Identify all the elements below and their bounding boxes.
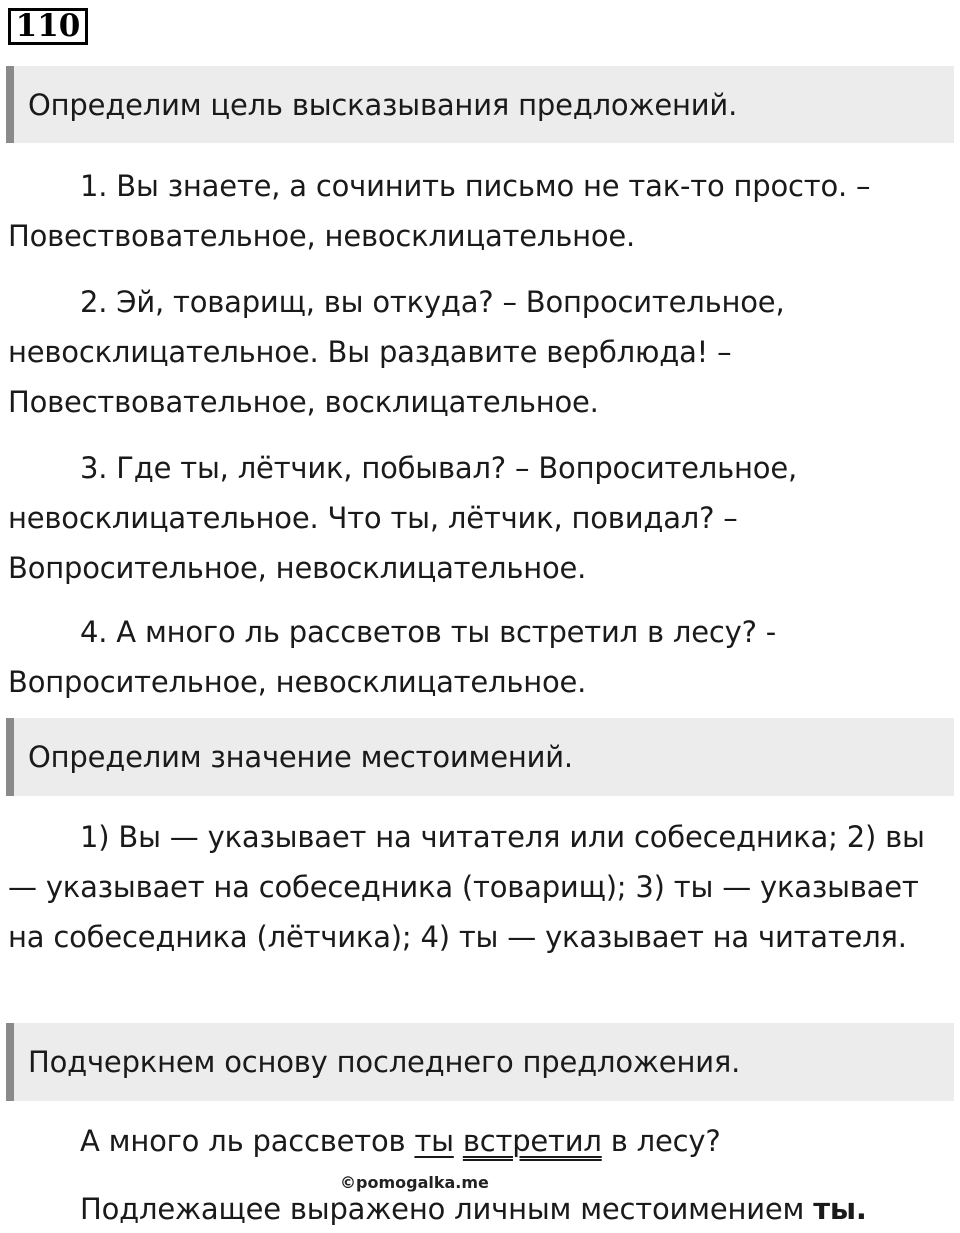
- answer-paragraph-4: 4. А много ль рассветов ты встретил в лесу? - Вопросительное, невосклицательное.: [8, 615, 777, 699]
- task-number: 110: [8, 8, 88, 45]
- sentence-before: А много ль рассветов: [80, 1124, 415, 1158]
- section-heading-purpose: [6, 66, 954, 143]
- predicate-underlined: встретил: [462, 1124, 602, 1158]
- pronoun-meaning-paragraph: 1) Вы — указывает на читателя или собеседника; 2) вы — указывает на собеседника (товарищ); 3) ты — указывает на собеседника (лётчика); 4) ты — указывает на читателя.: [8, 820, 925, 954]
- conclusion-period: .: [855, 1192, 867, 1226]
- section-heading-grammatical-basis: [6, 1023, 954, 1101]
- conclusion: [80, 1189, 867, 1229]
- answer-paragraph-1: 1. Вы знаете, а сочинить письмо не так-то просто. – Повествовательное, невосклицательное.: [8, 169, 871, 253]
- subject-underlined: ты: [414, 1124, 454, 1158]
- conclusion-bold-pronoun: ты: [813, 1192, 856, 1226]
- answer-paragraph-2: 2. Эй, товарищ, вы откуда? – Вопросительное, невосклицательное. Вы раздавите верблюда! – Повествовательное, восклицательное.: [8, 285, 785, 419]
- section-heading-text: Подчеркнем основу последнего предложения.: [28, 1045, 741, 1079]
- last-sentence: [80, 1121, 721, 1161]
- section-heading-pronouns: [6, 718, 954, 796]
- conclusion-text: Подлежащее выражено личным местоимением: [80, 1192, 814, 1226]
- sentence-after: в лесу?: [601, 1124, 721, 1158]
- section-heading-text: Определим цель высказывания предложений.: [28, 87, 738, 122]
- answer-paragraph-3: 3. Где ты, лётчик, побывал? – Вопросительное, невосклицательное. Что ты, лётчик, повидал? – Вопросительное, невосклицательное.: [8, 451, 797, 585]
- section-heading-text: Определим значение местоимений.: [28, 740, 573, 774]
- watermark: ©pomogalka.me: [340, 1173, 489, 1192]
